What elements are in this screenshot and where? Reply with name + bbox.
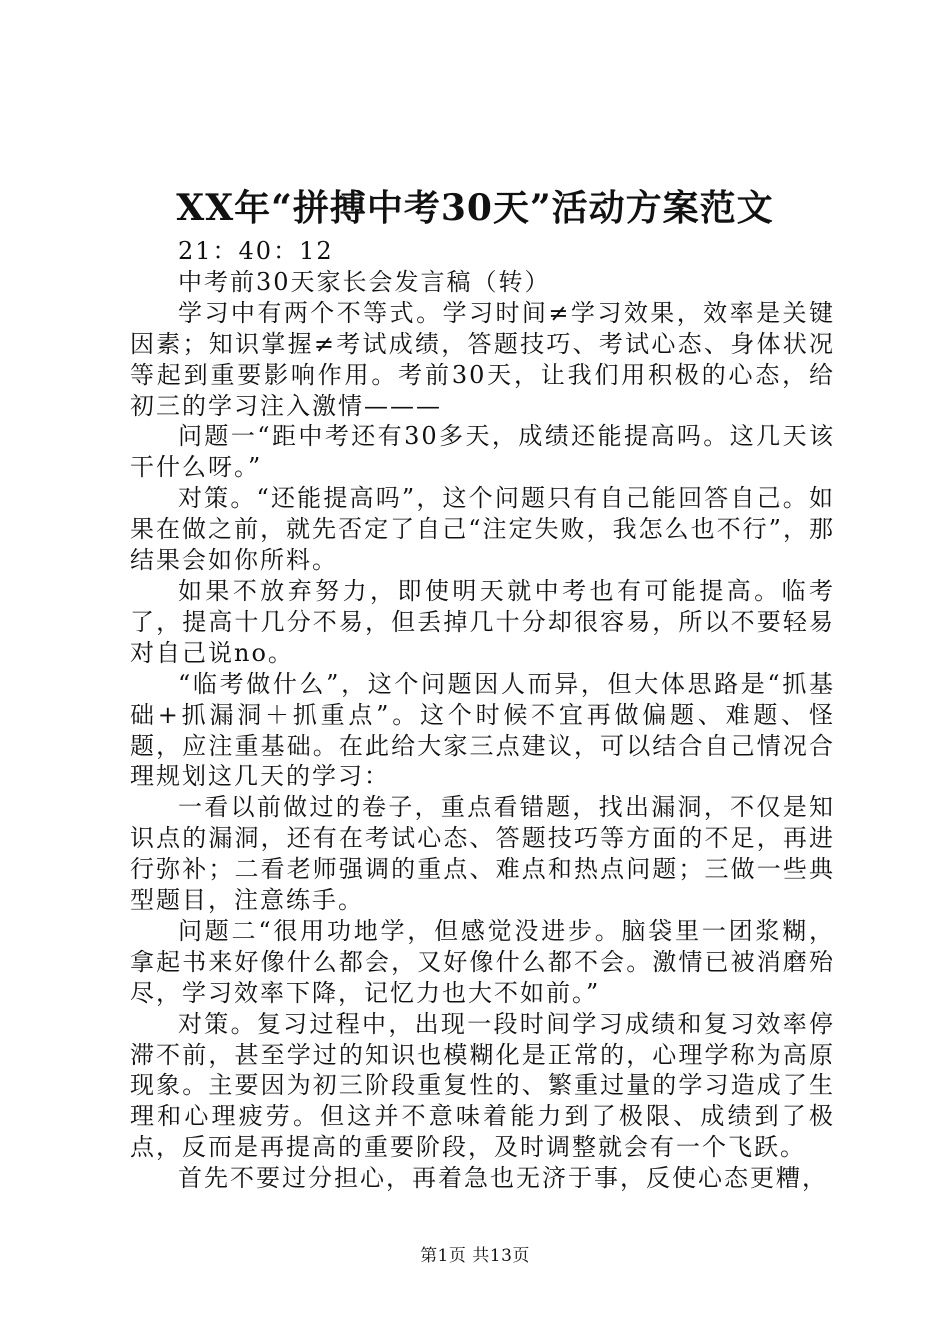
paragraph: “临考做什么”，这个问题因人而异，但大体思路是“抓基础+抓漏洞＋抓重点”。这个时候不宜再做偏题、难题、怪题，应注重基础。在此给大家三点建议，可以结合自己情况合理规划这几天的学习： [130,669,835,791]
paragraph-subtitle: 中考前30天家长会发言稿（转） [178,267,551,296]
paragraph: 一看以前做过的卷子，重点看错题，找出漏洞，不仅是知识点的漏洞，还有在考试心态、答题技巧等方面的不足，再进行弥补；二看老师强调的重点、难点和热点问题；三做一些典型题目，注意练手。 [130,793,835,915]
paragraph: 如果不放弃努力，即使明天就中考也有可能提高。临考了，提高十几分不易，但丢掉几十分却很容易，所以不要轻易对自己说no。 [130,576,835,667]
paragraph: 学习中有两个不等式。学习时间≠学习效果，效率是关键因素；知识掌握≠考试成绩，答题技巧、考试心态、身体状况等起到重要影响作用。考前30天，让我们用积极的心态，给初三的学习注入激情——— [130,298,835,420]
paragraph: 问题二“很用功地学，但感觉没进步。脑袋里一团浆糊，拿起书来好像什么都会，又好像什么都不会。激情已被消磨殆尽，学习效率下降，记忆力也大不如前。” [130,916,835,1007]
paragraph-timestamp: 21：40：12 [178,237,334,265]
paragraph: 问题一“距中考还有30多天，成绩还能提高吗。这几天该干什么呀。” [130,422,835,482]
document-title: XX年“拼搏中考30天”活动方案范文 [176,187,774,229]
paragraph: 对策。复习过程中，出现一段时间学习成绩和复习效率停滞不前，甚至学过的知识也模糊化是正常的，心理学称为高原现象。主要因为初三阶段重复性的、繁重过量的学习造成了生理和心理疲劳。但这并不意味着能力到了极限、成绩到了极点，反而是再提高的重要阶段，及时调整就会有一个飞跃。 [130,1009,835,1162]
paragraph: 对策。“还能提高吗”，这个问题只有自己能回答自己。如果在做之前，就先否定了自己“注定失败，我怎么也不行”，那结果会如你所料。 [130,484,835,575]
paragraph: 首先不要过分担心，再着急也无济于事，反使心态更糟， [178,1164,828,1193]
page-footer: 第1页 共13页 [420,1246,530,1266]
document-body [130,236,835,1194]
